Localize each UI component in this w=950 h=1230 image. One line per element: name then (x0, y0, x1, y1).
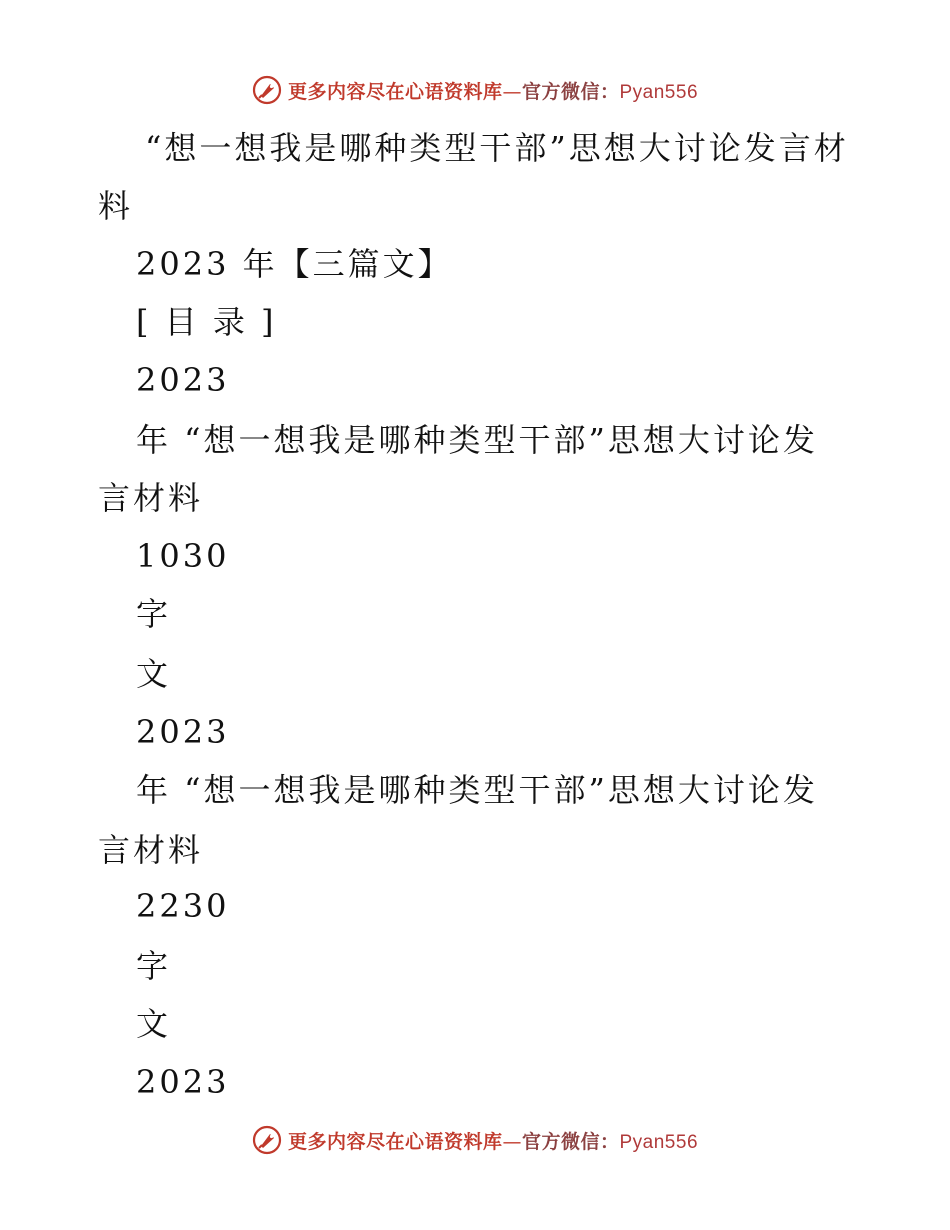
pen-nib-logo-icon (252, 1125, 282, 1155)
document-subtitle: 2023 年【三篇文】 (136, 245, 453, 283)
pen-nib-logo-icon (252, 75, 282, 105)
document-title-line-1: “想一想我是哪种类型干部”思想大讨论发言材 (145, 129, 849, 167)
toc-entry-2-count: 2230 (136, 887, 230, 925)
banner-text (288, 77, 698, 104)
toc-entry-1-label: 文 (136, 655, 172, 693)
banner-text (288, 1127, 698, 1154)
banner-main-text: 更多内容尽在心语资料库 (287, 80, 503, 103)
banner-wechat-label: 官方微信： (521, 80, 620, 103)
banner-separator: — (502, 1130, 522, 1153)
toc-heading: [ 目 录 ] (136, 303, 277, 341)
toc-entry-2-title-line-1: 年 “想一想我是哪种类型干部”思想大讨论发 (136, 771, 818, 809)
toc-entry-2-label: 文 (136, 1005, 172, 1043)
header-watermark-banner (0, 70, 950, 110)
toc-entry-1-title-line-1: 年 “想一想我是哪种类型干部”思想大讨论发 (136, 421, 818, 459)
footer-watermark-banner (0, 1120, 950, 1160)
toc-entry-1-year: 2023 (136, 361, 230, 399)
banner-main-text: 更多内容尽在心语资料库 (287, 1130, 503, 1153)
toc-entry-1-title-line-2: 言材料 (98, 479, 204, 517)
toc-entry-2-year: 2023 (136, 713, 230, 751)
banner-wechat-label: 官方微信： (521, 1130, 620, 1153)
document-title-line-2: 料 (98, 187, 134, 225)
toc-trailing-year: 2023 (136, 1063, 230, 1101)
toc-entry-1-unit: 字 (136, 595, 172, 633)
toc-entry-1-count: 1030 (136, 537, 230, 575)
banner-wechat-id: Pyan556 (619, 81, 699, 103)
banner-wechat-id: Pyan556 (619, 1131, 699, 1153)
toc-entry-2-title-line-2: 言材料 (98, 831, 204, 869)
toc-entry-2-unit: 字 (136, 947, 172, 985)
banner-separator: — (502, 80, 522, 103)
